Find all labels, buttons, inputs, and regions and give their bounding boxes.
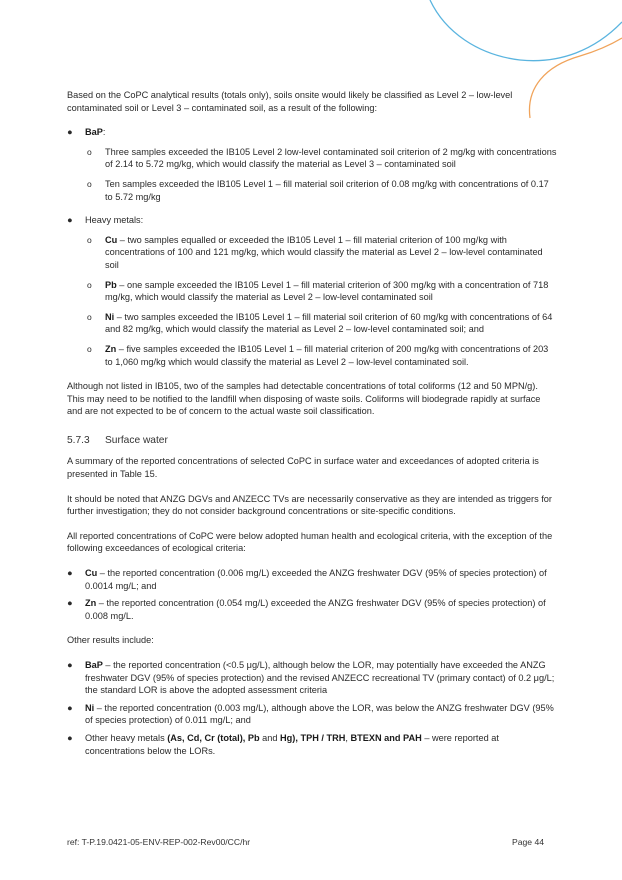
other-result-item: ● Other heavy metals (As, Cd, Cr (total), Pb and Hg), TPH / TRH, BTEXN and PAH – were reported at concentrations below the LORs.	[67, 732, 499, 756]
heavy-metal-item: o Pb – one sample exceeded the IB105 Level 1 – fill material criterion of 300 mg/kg with a concentration of 718 mg/kg, which would classify the material as Level 2 – low-level contaminated soil	[87, 279, 549, 303]
page-body	[67, 89, 557, 757]
footer-reference: ref: T-P.19.0421-05-ENV-REP-002-Rev00/CC/hr	[67, 837, 251, 847]
bap-bullet: ● BaP:	[67, 127, 106, 138]
heavy-metal-item: o Zn – five samples exceeded the IB105 Level 1 – fill material criterion of 200 mg/kg with concentrations of 203 to 1,060 mg/kg which would classify the material as Level 2 – low-level contaminated soil.	[87, 343, 549, 367]
surface-water-exceedances-intro: All reported concentrations of CoPC were below adopted human health and ecological criteria, with the exception of the following exceedances of ecological criteria:	[67, 530, 553, 554]
other-results-intro: Other results include:	[67, 635, 154, 646]
surface-water-summary: A summary of the reported concentrations of selected CoPC in surface water and exceedances of adopted criteria is presented in Table 15.	[67, 456, 539, 480]
other-result-item: ● Ni – the reported concentration (0.003 mg/L), although above the LOR, was below the ANZG freshwater DGV (95% of species protection) of 0.011 mg/L; and	[67, 702, 554, 726]
section-number: 5.7.3	[67, 434, 90, 446]
section-heading	[67, 435, 557, 448]
coliforms-paragraph: Although not listed in IB105, two of the samples had detectable concentrations of total coliforms (12 and 50 MPN/g). This may need to be notified to the landfill when disposing of waste soils. Coliforms will biodegrade rapidly at surface and are not expected to be of concern to the actual waste soil classification.	[67, 381, 541, 417]
section-title: Surface water	[105, 434, 168, 446]
surface-water-note: It should be noted that ANZG DGVs and ANZECC TVs are necessarily conservative as they are intended as triggers for further investigation; they do not consider background concentrations or site-specific conditions.	[67, 493, 552, 517]
heavy-metals-bullet: ● Heavy metals:	[67, 215, 144, 226]
bullet-dot: ●	[67, 215, 73, 226]
other-result-item: ● BaP – the reported concentration (<0.5 μg/L), although below the LOR, may potentially have exceeded the ANZG freshwater DGV (95% of species protection) and the revised ANZECC recreational TV (primary contact) of 0.2 μg/L; the standard LOR is above the adopted assessment criteria	[67, 660, 555, 696]
exceedance-item: ● Zn – the reported concentration (0.054 mg/L) exceeded the ANZG freshwater DGV (95% of species protection) of 0.008 mg/L.	[67, 598, 546, 621]
bap-sub-item: o Ten samples exceeded the IB105 Level 1 – fill material soil criterion of 0.08 mg/kg with concentrations of 0.17 to 5.72 mg/kg	[87, 178, 549, 202]
bap-label: BaP	[85, 127, 103, 138]
heavy-metal-item: o Cu – two samples equalled or exceeded the IB105 Level 1 – fill material criterion of 100 mg/kg with concentrations of 100 and 121 mg/kg, which would classify the material as Level 2 – low-level contaminated soil	[87, 234, 543, 270]
bap-sub-item: o Three samples exceeded the IB105 Level 2 low-level contaminated soil criterion of 2 mg/kg with concentrations of 2.14 to 5.72 mg/kg, which would classify the material as Level 3 – contaminated soil	[87, 146, 557, 170]
intro-paragraph: Based on the CoPC analytical results (totals only), soils onsite would likely be classified as Level 2 – low-level contaminated soil or Level 3 – contaminated soil, as a result of the following:	[67, 90, 513, 113]
exceedance-item: ● Cu – the reported concentration (0.006 mg/L) exceeded the ANZG freshwater DGV (95% of species protection) of 0.0014 mg/L; and	[67, 568, 547, 591]
heavy-metal-item: o Ni – two samples exceeded the IB105 Level 1 – fill material soil criterion of 60 mg/kg with concentrations of 64 and 82 mg/kg, which would classify the material as Level 2 – low-level contaminated soil; and	[87, 311, 553, 335]
page-number: Page 44	[512, 837, 545, 847]
bullet-dot: ●	[67, 127, 73, 138]
